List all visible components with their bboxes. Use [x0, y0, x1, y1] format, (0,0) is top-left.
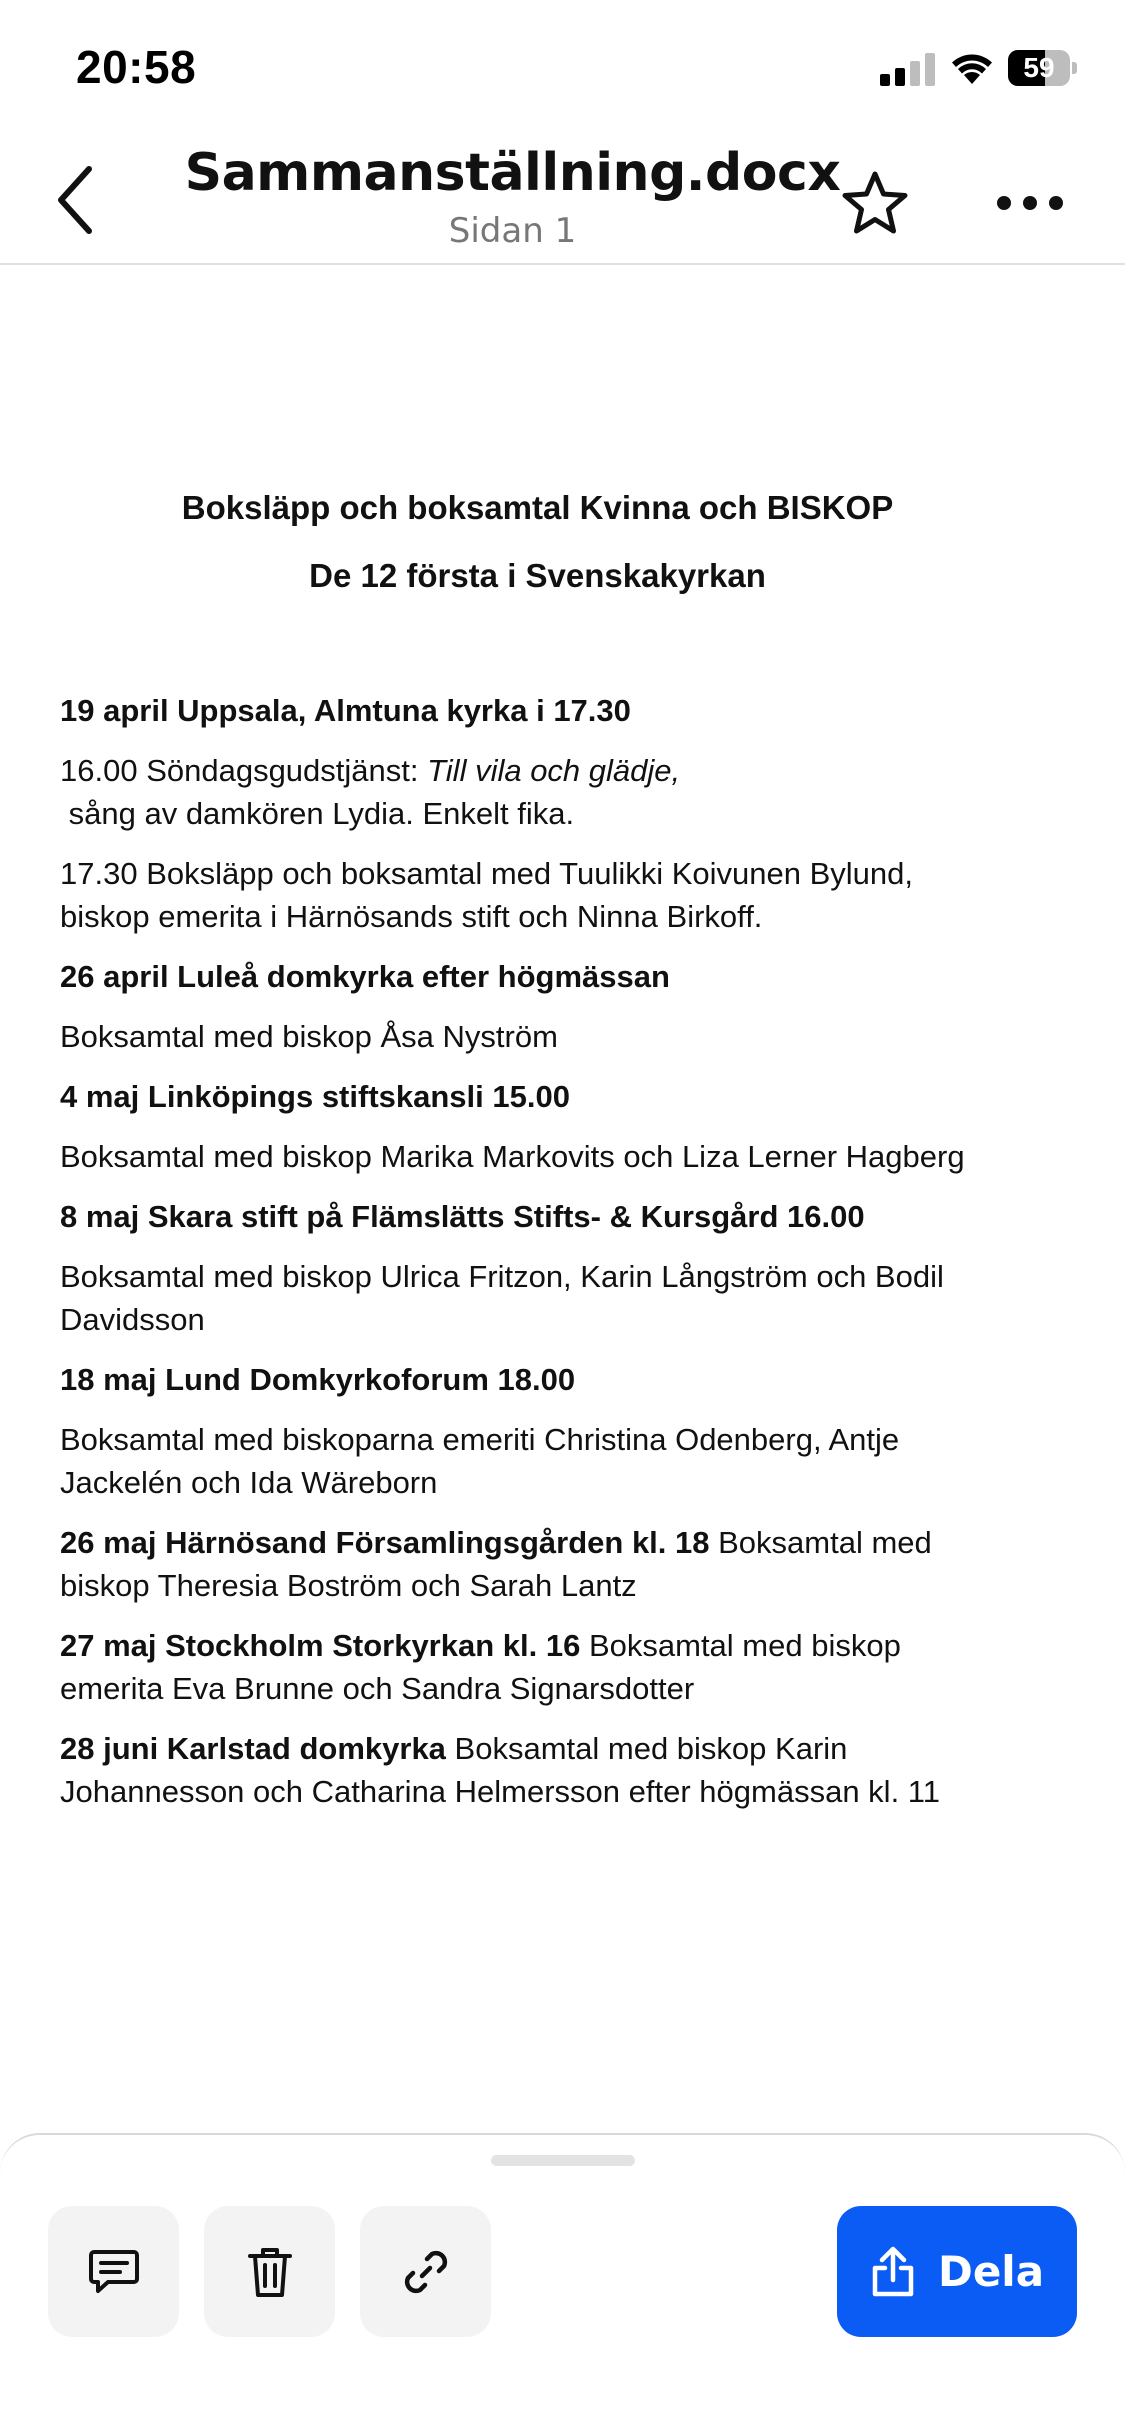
comment-icon: [88, 2248, 140, 2296]
star-icon: [841, 170, 909, 236]
back-button[interactable]: [40, 155, 110, 245]
paragraph: 18 maj Lund Domkyrkoforum 18.00: [60, 1362, 576, 1397]
sheet-grabber[interactable]: [491, 2155, 635, 2166]
document-page[interactable]: [0, 267, 1125, 2127]
wifi-icon: [950, 50, 994, 86]
link-icon: [400, 2246, 452, 2298]
bottom-action-bar: [0, 2133, 1125, 2436]
paragraph: 26 april Luleå domkyrka efter högmässan: [60, 959, 670, 994]
paragraph: 27 maj Stockholm Storkyrkan kl. 16 Boksamtal med biskop emerita Eva Brunne och Sandra Signarsdotter: [60, 1628, 901, 1706]
share-label: Dela: [937, 2247, 1045, 2296]
document-heading: Boksläpp och boksamtal Kvinna och BISKOP: [181, 489, 894, 526]
document-header: [0, 135, 1125, 265]
paragraph: Boksamtal med biskop Ulrica Fritzon, Karin Långström och Bodil Davidsson: [60, 1259, 944, 1337]
paragraph: Boksamtal med biskop Åsa Nyström: [60, 1019, 558, 1054]
document-body: [60, 689, 1060, 1830]
paragraph: 28 juni Karlstad domkyrka Boksamtal med biskop Karin Johannesson och Catharina Helmersson efter högmässan kl. 11: [60, 1731, 940, 1809]
cellular-signal-icon: [880, 52, 934, 86]
copy-link-button[interactable]: [360, 2206, 491, 2337]
status-bar: [0, 0, 1125, 135]
battery-icon: [1008, 50, 1078, 86]
paragraph: 19 april Uppsala, Almtuna kyrka i 17.30: [60, 693, 631, 728]
delete-button[interactable]: [204, 2206, 335, 2337]
paragraph: 26 maj Härnösand Församlingsgården kl. 18 Boksamtal med biskop Theresia Boström och Sarah Lantz: [60, 1525, 932, 1603]
comment-button[interactable]: [48, 2206, 179, 2337]
favorite-button[interactable]: [835, 163, 915, 243]
chevron-left-icon: [53, 165, 97, 235]
paragraph: Boksamtal med biskoparna emeriti Christina Odenberg, Antje Jackelén och Ida Wäreborn: [60, 1422, 900, 1500]
paragraph: 17.30 Boksläpp och boksamtal med Tuulikki Koivunen Bylund, biskop emerita i Härnösands stift och Ninna Birkoff.: [60, 856, 913, 934]
document-title: Sammanställning.docx: [184, 143, 841, 203]
paragraph: 8 maj Skara stift på Flämslätts Stifts- & Kursgård 16.00: [60, 1199, 865, 1234]
battery-level: 59: [1023, 52, 1055, 83]
share-icon: [870, 2246, 916, 2298]
document-subheading: De 12 första i Svenskakyrkan: [309, 557, 766, 594]
paragraph: 16.00 Söndagsgudstjänst: Till vila och glädje, sång av damkören Lydia. Enkelt fika.: [60, 753, 681, 831]
ellipsis-icon: [996, 195, 1064, 211]
more-options-button[interactable]: [985, 163, 1075, 243]
trash-icon: [247, 2245, 293, 2299]
paragraph: 4 maj Linköpings stiftskansli 15.00: [60, 1079, 570, 1114]
share-button[interactable]: [837, 2206, 1077, 2337]
page-indicator: Sidan 1: [448, 211, 577, 251]
status-time: 20:58: [76, 41, 197, 93]
paragraph: Boksamtal med biskop Marika Markovits och Liza Lerner Hagberg: [60, 1139, 965, 1174]
